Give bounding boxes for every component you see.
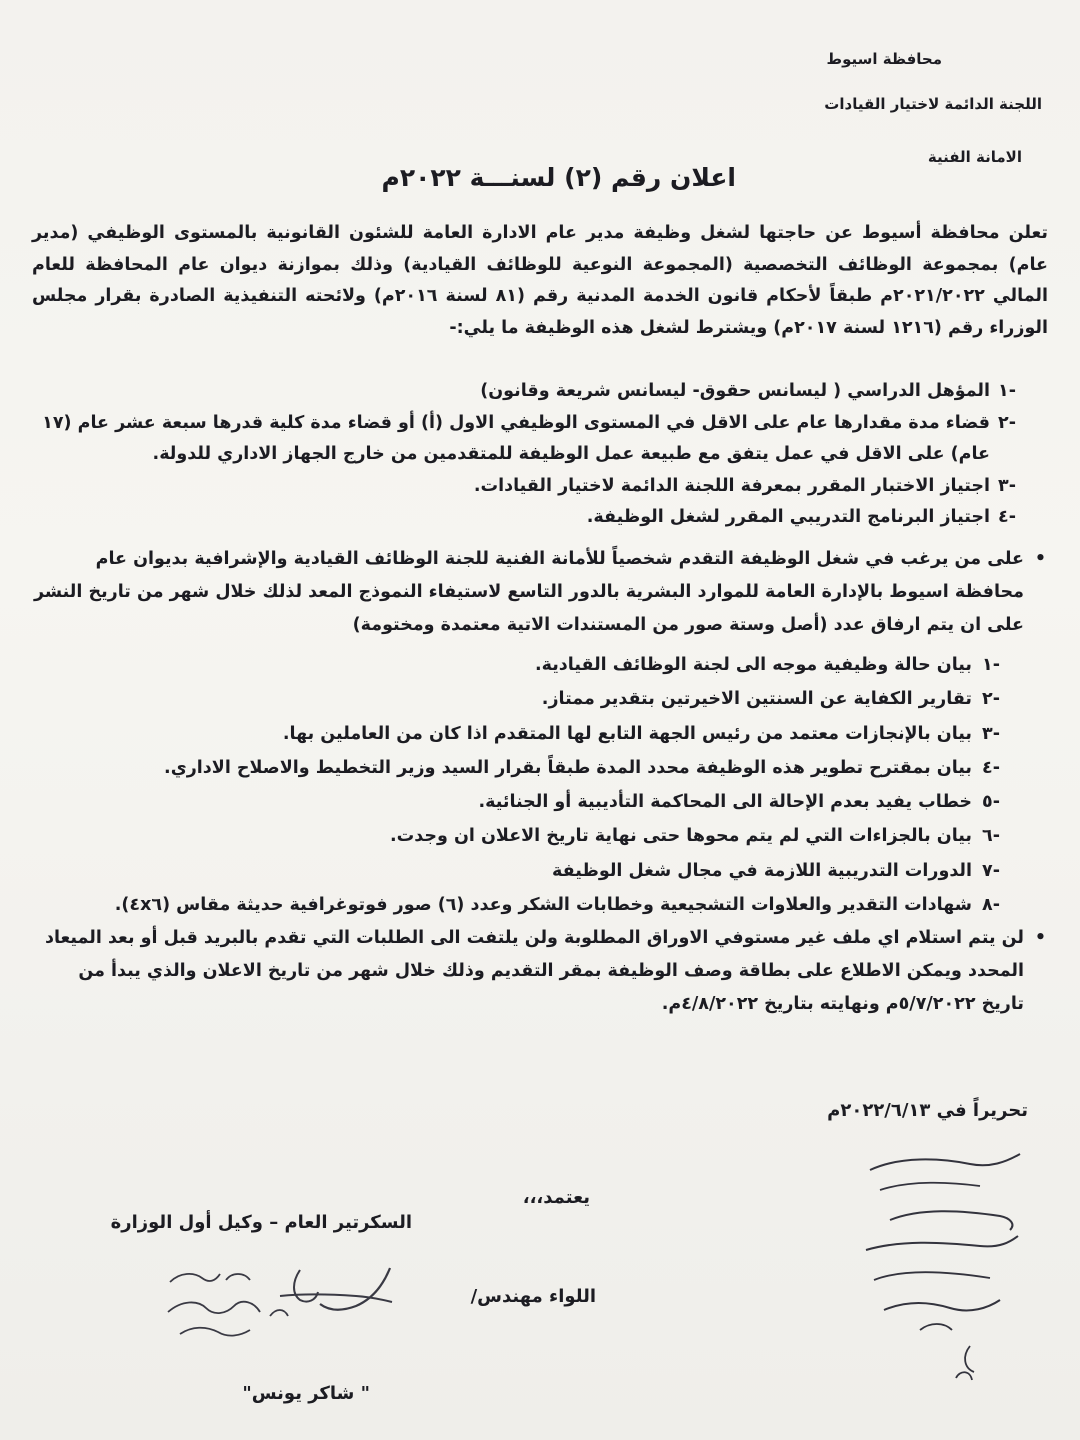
intro-paragraph: تعلن محافظة أسيوط عن حاجتها لشغل وظيفة مدير عام الادارة العامة للشئون القانونية بالمستوى الوظيفي (مدير عام) بمجموعة الوظائف التخصصية (المجموعة النوعية للوظائف القيادية) وذلك بموازنة ديوان عام المحافظة للعام المالي ٢٠٢١/٢٠٢٢م طبقاً لأحكام قانون الخدمة المدنية رقم (٨١ لسنة ٢٠١٦م) ولائحته التنفيذية الصادرة بقرار مجلس الوزراء رقم (١٢١٦ لسنة ٢٠١٧م) ويشترط لشغل هذه الوظيفة ما يلي:- — [32, 223, 1048, 338]
conditions-list — [32, 376, 1048, 534]
list-item: -٢ تقارير الكفاية عن السنتين الاخيرتين بتقدير ممتاز. — [541, 689, 1000, 710]
closing-note: • لن يتم استلام اي ملف غير مستوفي الاوراق المطلوبة ولن يلتفت الى الطلبات التي تقدم بالبريد قبل أو بعد الميعاد المحدد ويمكن الاطلاع على بطاقة وصف الوظيفة بمقر التقديم وذلك خلال شهر من تاريخ الاعلان والذي يبدأ من تاريخ ٥/٧/٢٠٢٢م ونهايته بتاريخ ٤/٨/٢٠٢٢م. — [32, 922, 1048, 1021]
list-item: -٨ شهادات التقدير والعلاوات التشجيعية وخطابات الشكر وعدد (٦) صور فوتوغرافية حديثة مقاس (٤x٦). — [114, 895, 1000, 916]
list-item: -١ بيان حالة وظيفية موجه الى لجنة الوظائف القيادية. — [534, 655, 1000, 675]
governorate-header: محافظة اسيوط — [826, 50, 942, 68]
list-item: -٧ الدورات التدريبية اللازمة في مجال شغل الوظيفة — [552, 860, 1000, 881]
list-item: -٤ بيان بمقترح تطوير هذه الوظيفة محدد المدة طبقاً بقرار السيد وزير التخطيط والاصلاح الاداري. — [164, 757, 1000, 778]
handwritten-signature — [860, 1150, 1030, 1390]
approval-label: يعتمد،،، — [522, 1187, 590, 1208]
list-item: -٣ اجتياز الاختبار المقرر بمعرفة اللجنة الدائمة لاختيار القيادات. — [473, 475, 1016, 496]
list-item: -٢ قضاء مدة مقدارها عام على الاقل في المستوى الوظيفي الاول (أ) أو قضاء مدة كلية قدرها سبعة عشر عام (١٧ عام) على الاقل في عمل يتفق مع طبيعة عمل الوظيفة للمتقدمين من خارج الجهاز الاداري للدولة. — [42, 412, 1016, 464]
application-note: • على من يرغب في شغل الوظيفة التقدم شخصياً للأمانة الفنية للجنة الوظائف القيادية والإشرافية بديوان عام محافظة اسيوط بالإدارة العامة للموارد البشرية بالدور التاسع لاستيفاء النموذج المعد لذلك خلال شهر من تاريخ النشر على ان يتم ارفاق عدد (أصل وستة صور من المستندات الاتية معتمدة ومختومة) — [32, 543, 1048, 642]
handwritten-signature — [160, 1260, 400, 1350]
list-item: -١ المؤهل الدراسي ( ليسانس حقوق- ليسانس شريعة وقانون) — [480, 381, 1016, 401]
list-item: -٤ اجتياز البرنامج التدريبي المقرر لشغل الوظيفة. — [586, 507, 1016, 527]
signatory-position: السكرتير العام – وكيل أول الوزارة — [110, 1212, 412, 1233]
date-line: تحريراً في ٢٠٢٢/٦/١٣م — [827, 1100, 1028, 1121]
announcement-title: اعلان رقم (٢) لسنـــة ٢٠٢٢م — [381, 163, 736, 192]
secretariat-header: الامانة الفنية — [927, 148, 1022, 166]
bullet-icon: • — [1034, 549, 1046, 569]
committee-header: اللجنة الدائمة لاختيار القيادات — [824, 95, 1042, 113]
list-item: -٣ بيان بالإنجازات معتمد من رئيس الجهة التابع لها المتقدم اذا كان من العاملين بها. — [282, 723, 1000, 744]
documents-list — [32, 648, 1032, 922]
bullet-icon: • — [1034, 928, 1046, 948]
list-item: -٦ بيان بالجزاءات التي لم يتم محوها حتى نهاية تاريخ الاعلان ان وجدت. — [390, 826, 1000, 847]
signatory-rank: اللواء مهندس/ — [470, 1286, 596, 1307]
list-item: -٥ خطاب يفيد بعدم الإحالة الى المحاكمة التأديبية أو الجنائية. — [478, 792, 1000, 813]
signatory-name: " شاكر يونس" — [242, 1383, 370, 1404]
